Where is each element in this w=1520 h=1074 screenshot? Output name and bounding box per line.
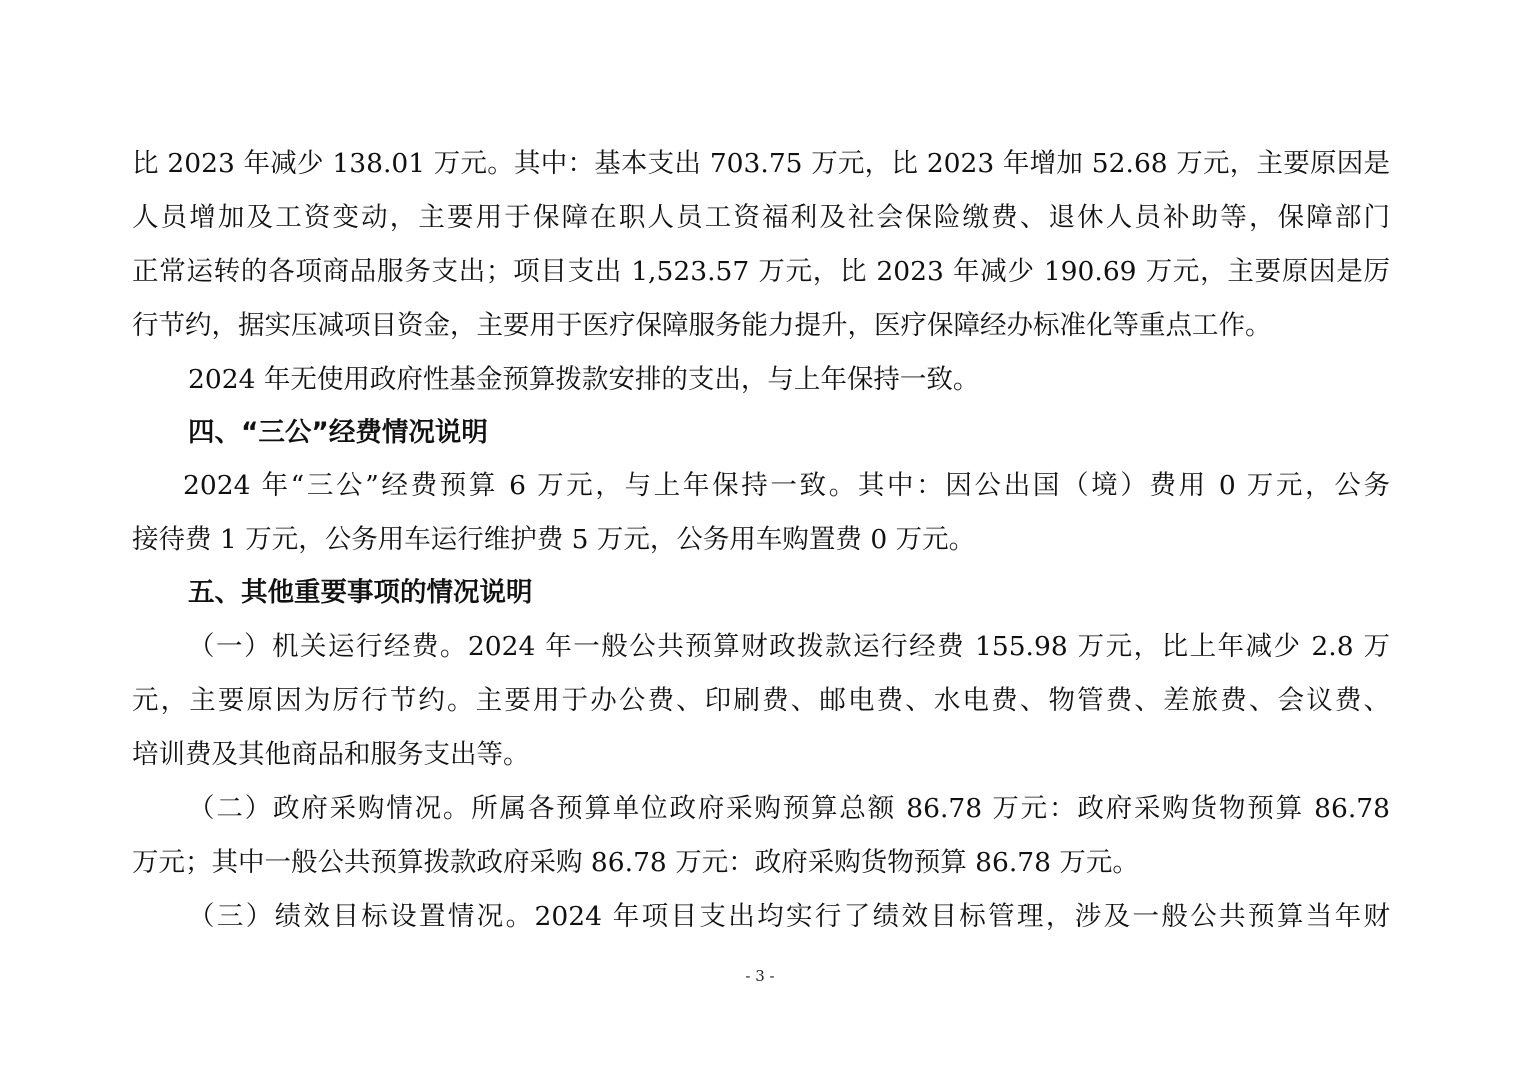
body-text-line: （一）机关运行经费。2024 年一般公共预算财政拨款运行经费 155.98 万元，比上年减少 2.8 万 xyxy=(188,631,1390,662)
body-text-line: 接待费 1 万元，公务用车运行维护费 5 万元，公务用车购置费 0 万元。 xyxy=(132,524,976,555)
body-text-line: （二）政府采购情况。所属各预算单位政府采购预算总额 86.78 万元：政府采购货物预算 86.78 xyxy=(188,793,1390,824)
section-heading: 五、其他重要事项的情况说明 xyxy=(188,577,533,608)
body-text-line: （三）绩效目标设置情况。2024 年项目支出均实行了绩效目标管理，涉及一般公共预算当年财 xyxy=(188,901,1390,932)
body-text-line: 正常运转的各项商品服务支出；项目支出 1,523.57 万元，比 2023 年减少 190.69 万元，主要原因是厉 xyxy=(132,256,1390,287)
body-text-line: 人员增加及工资变动，主要用于保障在职人员工资福利及社会保险缴费、退休人员补助等，保障部门 xyxy=(132,202,1390,233)
body-text-line: 元，主要原因为厉行节约。主要用于办公费、印刷费、邮电费、水电费、物管费、差旅费、会议费、 xyxy=(132,685,1390,716)
body-text-line: 2024 年无使用政府性基金预算拨款安排的支出，与上年保持一致。 xyxy=(188,364,980,395)
page-number: - 3 - xyxy=(745,967,775,985)
body-text-line: 比 2023 年减少 138.01 万元。其中：基本支出 703.75 万元，比 2023 年增加 52.68 万元，主要原因是 xyxy=(132,148,1390,179)
section-heading: 四、“三公”经费情况说明 xyxy=(188,417,488,448)
body-text-line: 培训费及其他商品和服务支出等。 xyxy=(132,739,530,770)
body-text-line: 2024 年“三公”经费预算 6 万元，与上年保持一致。其中：因公出国（境）费用 0 万元，公务 xyxy=(183,470,1390,501)
body-text-line: 行节约，据实压减项目资金，主要用于医疗保障服务能力提升，医疗保障经办标准化等重点工作。 xyxy=(132,310,1272,341)
body-text-line: 万元；其中一般公共预算拨款政府采购 86.78 万元：政府采购货物预算 86.78 万元。 xyxy=(132,847,1139,878)
